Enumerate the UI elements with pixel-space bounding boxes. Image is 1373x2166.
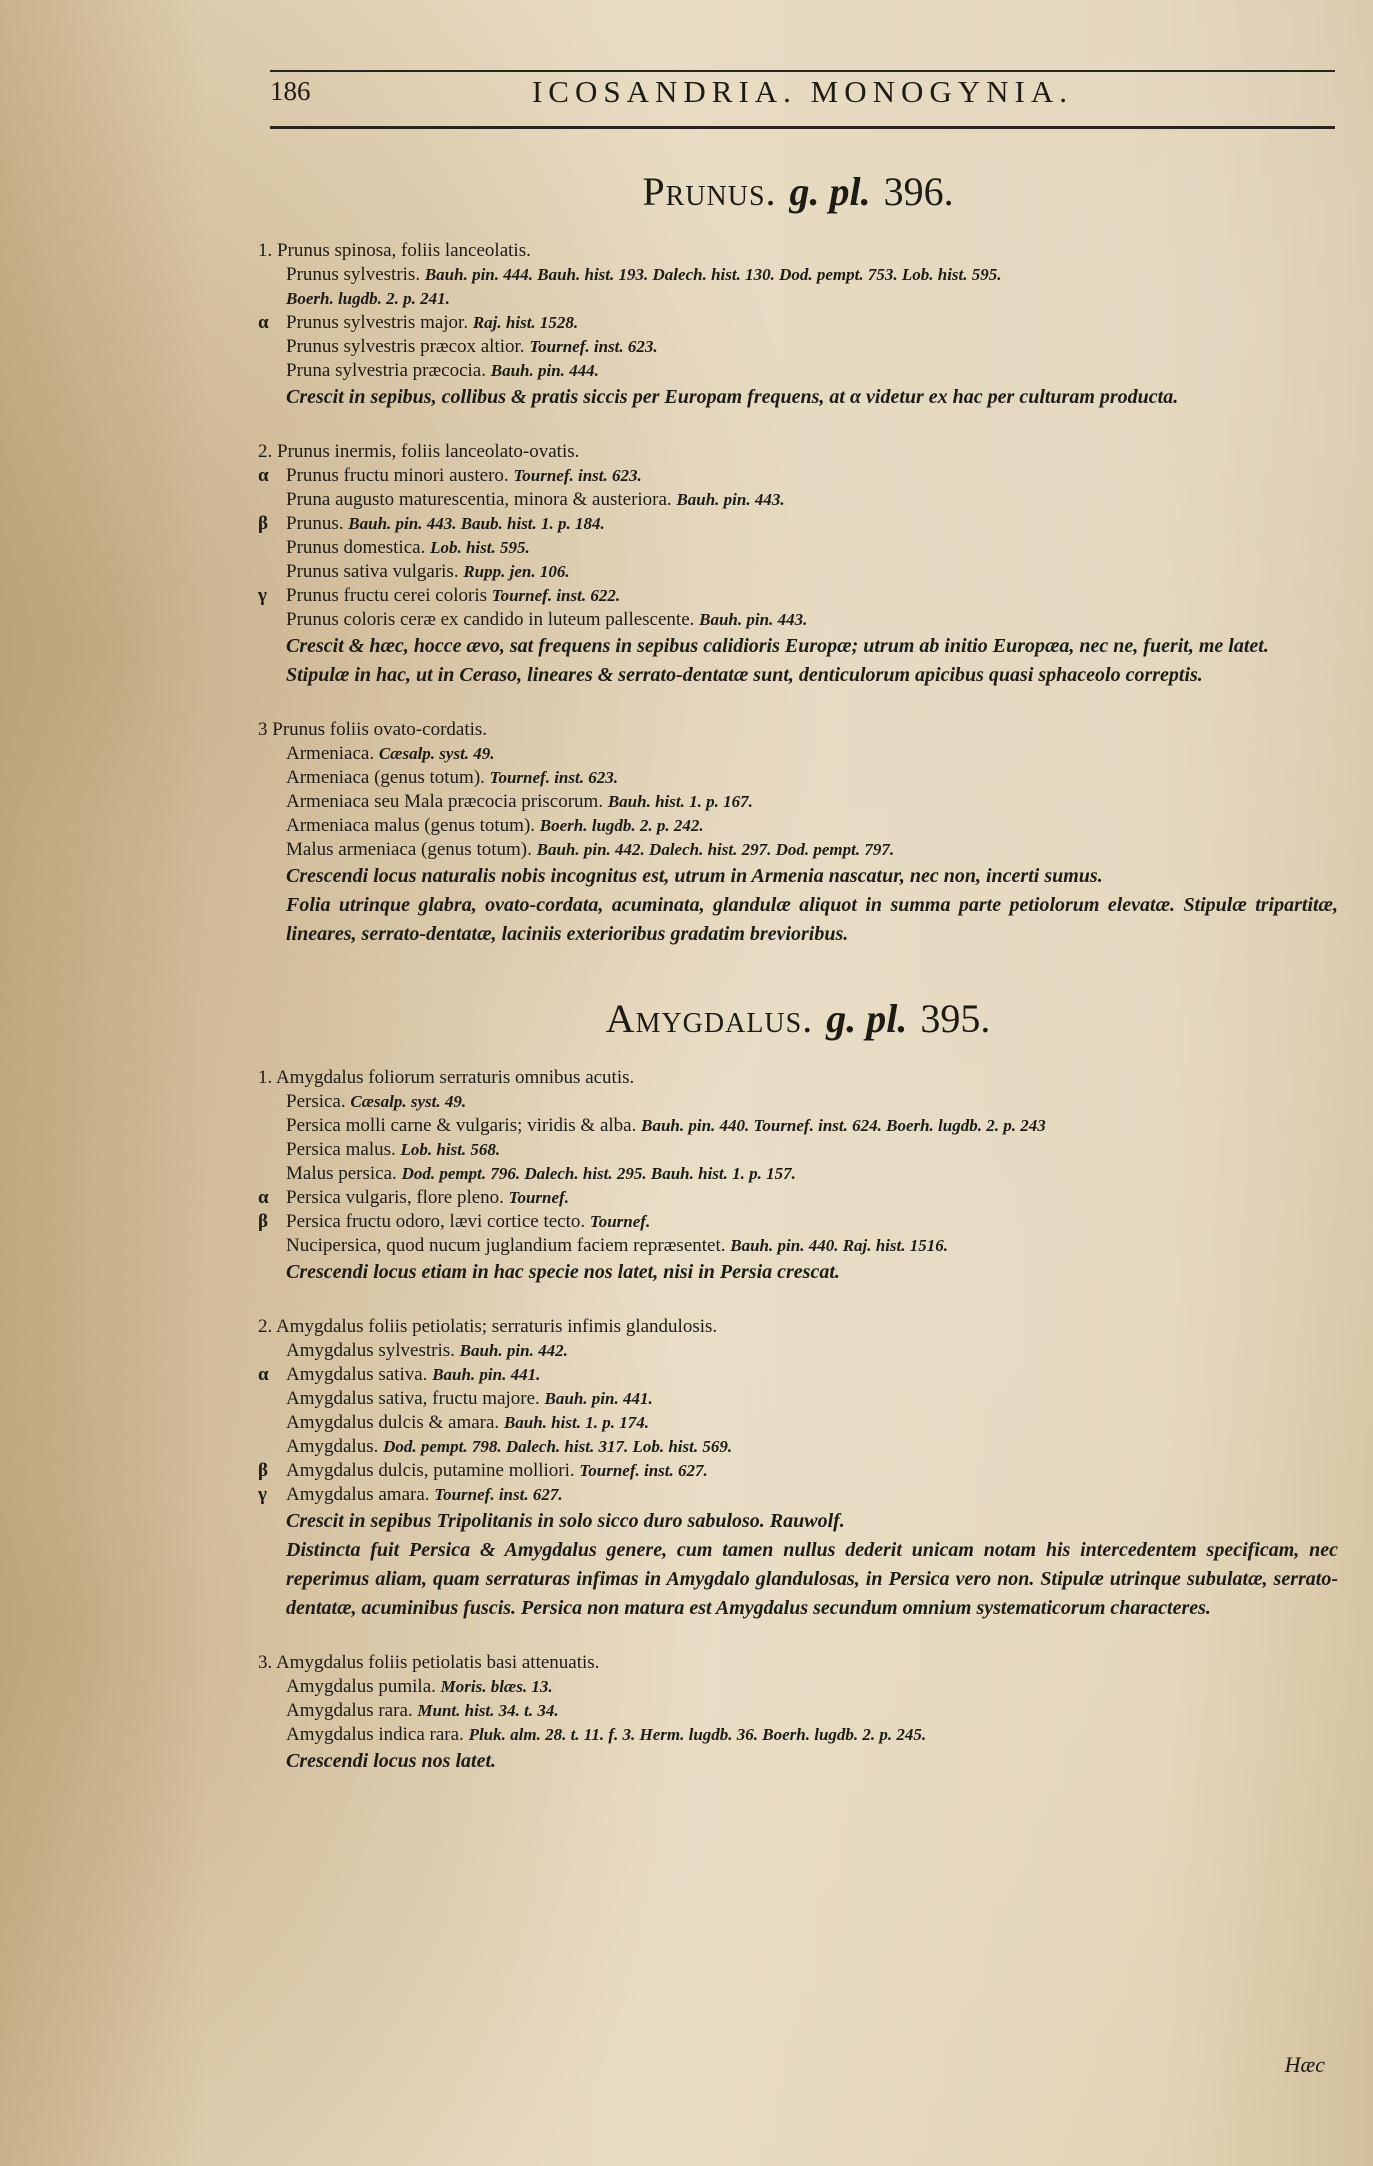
synonym-name: Nucipersica, quod nucum juglandium faciem repræsentet. bbox=[286, 1235, 731, 1256]
observation-text: Distincta fuit Persica & Amygdalus genere, cum tamen nullus dederit unicam notam his intercedentem specificam, nec reperimus aliam, quam serraturas infimas in Amygdalo glandulosas, in Persica vero non. Stipulæ utrinque subulatæ, serrato-dentatæ, acuminibus fuscis. Persica non matura est Amygdalus secundum omnium systematicorum characteres. bbox=[286, 1539, 1338, 1619]
synonym-name: Amygdalus sativa, fructu majore. bbox=[286, 1388, 545, 1409]
synonym-name: Malus armeniaca (genus totum). bbox=[286, 839, 537, 860]
literature-reference: Tournef. inst. 623. bbox=[489, 768, 618, 787]
literature-reference: Tournef. inst. 622. bbox=[491, 586, 621, 605]
literature-reference: Tournef. inst. 623. bbox=[513, 466, 642, 485]
literature-reference: Bauh. hist. 1. p. 174. bbox=[503, 1413, 649, 1432]
literature-reference: Dod. pempt. 796. Dalech. hist. 295. Bauh. hist. 1. p. 157. bbox=[401, 1164, 796, 1183]
synonym-name: Prunus sylvestris major. bbox=[286, 312, 473, 333]
synonym-line bbox=[258, 1162, 1338, 1186]
synonym-line bbox=[258, 1483, 1338, 1507]
synonym-line bbox=[258, 1435, 1338, 1459]
synonym-name: Amygdalus amara. bbox=[286, 1484, 435, 1505]
literature-reference: Rupp. jen. 106. bbox=[463, 562, 570, 581]
species-entry bbox=[258, 440, 1338, 690]
variety-marker: β bbox=[258, 1460, 269, 1481]
synonym-line bbox=[258, 560, 1338, 584]
literature-reference: Moris. blæs. 13. bbox=[440, 1677, 553, 1696]
synonym-name: Malus persica. bbox=[286, 1163, 402, 1184]
species-entry bbox=[258, 718, 1338, 949]
page-number: 186 bbox=[270, 76, 311, 106]
observation-text: Crescit in sepibus, collibus & pratis siccis per Europam frequens, at α videtur ex hac per culturam producta. bbox=[286, 386, 1179, 408]
literature-reference: Bauh. pin. 440. Raj. hist. 1516. bbox=[730, 1236, 949, 1255]
synonym-line bbox=[258, 838, 1338, 862]
synonym-name: Pruna sylvestria præcocia. bbox=[286, 360, 491, 381]
synonym-name: Prunus fructu minori austero. bbox=[286, 465, 514, 486]
synonym-line bbox=[258, 1675, 1338, 1699]
synonym-line bbox=[258, 608, 1338, 632]
synonym-name: Prunus fructu cerei coloris bbox=[286, 585, 492, 606]
literature-reference: Tournef. inst. 627. bbox=[579, 1461, 708, 1480]
observation-text: Crescit & hæc, hocce ævo, sat frequens in sepibus calidioris Europæ; utrum ab initio Europæa, nec ne, fuerit, me latet. bbox=[286, 635, 1269, 657]
synonym-name: Amygdalus sylvestris. bbox=[286, 1340, 460, 1361]
synonym-name: Armeniaca. bbox=[286, 743, 379, 764]
genus-heading bbox=[258, 995, 1338, 1042]
synonym-line bbox=[258, 1699, 1338, 1723]
species-diagnosis: 2. Amygdalus foliis petiolatis; serraturis infimis glandulosis. bbox=[258, 1316, 718, 1337]
synonym-line bbox=[258, 287, 1338, 311]
synonym-line bbox=[258, 1114, 1338, 1138]
synonym-line bbox=[258, 512, 1338, 536]
observation-text: Stipulæ in hac, ut in Cerasо, lineares & serrato-dentatæ sunt, denticulorum apicibus quasi sphaceolo correptis. bbox=[286, 664, 1203, 686]
literature-reference: Boerh. lugdb. 2. p. 241. bbox=[286, 289, 450, 308]
species-diagnosis: 3. Amygdalus foliis petiolatis basi attenuatis. bbox=[258, 1652, 600, 1673]
variety-marker: β bbox=[258, 1211, 269, 1232]
synonym-name: Amygdalus rara. bbox=[286, 1700, 418, 1721]
synonym-line bbox=[258, 1411, 1338, 1435]
synonym-line bbox=[258, 1234, 1338, 1258]
literature-reference: Pluk. alm. 28. t. 11. f. 3. Herm. lugdb. 36. Boerh. lugdb. 2. p. 245. bbox=[468, 1725, 927, 1744]
literature-reference: Bauh. hist. 1. p. 167. bbox=[607, 792, 753, 811]
species-entry bbox=[258, 1066, 1338, 1287]
synonym-name: Prunus sylvestris præcox altior. bbox=[286, 336, 530, 357]
header-rule-bottom bbox=[270, 126, 1335, 129]
variety-marker: α bbox=[258, 312, 269, 333]
observation-text: Folia utrinque glabra, ovato-cordata, acuminata, glandulæ aliquot in summa parte petiolorum elevatæ. Stipulæ tripartitæ, lineares, serrato-dentatæ, laciniis exterioribus gradatim brevioribus. bbox=[286, 894, 1338, 945]
literature-reference: Tournef. inst. 627. bbox=[434, 1485, 563, 1504]
genus-heading bbox=[258, 168, 1338, 215]
variety-marker: α bbox=[258, 1364, 269, 1385]
synonym-line bbox=[258, 1138, 1338, 1162]
running-head: ICOSANDRIA. MONOGYNIA. bbox=[531, 74, 1074, 109]
synonym-name: Prunus domestica. bbox=[286, 537, 431, 558]
synonym-name: Armeniaca (genus totum). bbox=[286, 767, 490, 788]
synonym-line bbox=[258, 311, 1338, 335]
synonym-line bbox=[258, 742, 1338, 766]
page-header bbox=[270, 68, 1335, 126]
synonym-line bbox=[258, 1186, 1338, 1210]
literature-reference: Bauh. pin. 442. Dalech. hist. 297. Dod. pempt. 797. bbox=[536, 840, 895, 859]
synonym-line bbox=[258, 488, 1338, 512]
literature-reference: Bauh. pin. 442. bbox=[459, 1341, 568, 1360]
genus-name: Prunus. bbox=[642, 169, 777, 214]
literature-reference: Raj. hist. 1528. bbox=[472, 313, 579, 332]
synonym-line bbox=[258, 464, 1338, 488]
synonym-name: Amygdalus pumila. bbox=[286, 1676, 441, 1697]
variety-marker: α bbox=[258, 1187, 269, 1208]
observation-text: Crescendi locus etiam in hac specie nos latet, nisi in Persia crescat. bbox=[286, 1261, 840, 1283]
literature-reference: Cæsalp. syst. 49. bbox=[350, 1092, 467, 1111]
literature-reference: Tournef. bbox=[508, 1188, 569, 1207]
literature-reference: Dod. pempt. 798. Dalech. hist. 317. Lob. hist. 569. bbox=[383, 1437, 733, 1456]
literature-reference: Lob. hist. 595. bbox=[430, 538, 530, 557]
synonym-line bbox=[258, 1363, 1338, 1387]
literature-reference: Lob. hist. 568. bbox=[400, 1140, 501, 1159]
species-diagnosis: 1. Prunus spinosa, foliis lanceolatis. bbox=[258, 240, 531, 261]
synonym-name: Pruna augusto maturescentia, minora & austeriora. bbox=[286, 489, 677, 510]
literature-reference: Munt. hist. 34. t. 34. bbox=[417, 1701, 559, 1720]
literature-reference: Bauh. pin. 443. bbox=[699, 610, 808, 629]
synonym-line bbox=[258, 263, 1338, 287]
synonym-name: Persica fructu odoro, lævi cortice tecto. bbox=[286, 1211, 590, 1232]
synonym-name: Persica vulgaris, flore pleno. bbox=[286, 1187, 509, 1208]
synonym-line bbox=[258, 1339, 1338, 1363]
species-entry bbox=[258, 239, 1338, 412]
synonym-name: Amygdalus dulcis & amara. bbox=[286, 1412, 504, 1433]
synonym-line bbox=[258, 536, 1338, 560]
synonym-line bbox=[258, 790, 1338, 814]
synonym-name: Amygdalus indica rara. bbox=[286, 1724, 469, 1745]
synonym-name: Persica. bbox=[286, 1091, 351, 1112]
catchword: Hæc bbox=[1284, 2052, 1325, 2077]
synonym-line bbox=[258, 359, 1338, 383]
observation-text: Crescendi locus nos latet. bbox=[286, 1750, 497, 1772]
genus-plantarum-ref: g. pl. bbox=[789, 169, 871, 214]
literature-reference: Bauh. pin. 440. Tournef. inst. 624. Boerh. lugdb. 2. p. 243 bbox=[641, 1116, 1046, 1135]
genus-name: Amygdalus. bbox=[605, 996, 814, 1041]
species-entry bbox=[258, 1651, 1338, 1776]
synonym-line bbox=[258, 584, 1338, 608]
synonym-name: Armeniaca seu Mala præcocia priscorum. bbox=[286, 791, 608, 812]
synonym-name: Persica malus. bbox=[286, 1139, 401, 1160]
synonym-line bbox=[258, 1723, 1338, 1747]
literature-reference: Boerh. lugdb. 2. p. 242. bbox=[539, 816, 704, 835]
literature-reference: Bauh. pin. 441. bbox=[432, 1365, 541, 1384]
synonym-name: Prunus. bbox=[286, 513, 349, 534]
genus-number: 395. bbox=[920, 996, 991, 1041]
synonym-name: Amygdalus sativa. bbox=[286, 1364, 433, 1385]
synonym-line bbox=[258, 1459, 1338, 1483]
synonym-line bbox=[258, 814, 1338, 838]
literature-reference: Bauh. pin. 444. bbox=[490, 361, 599, 380]
species-entry bbox=[258, 1315, 1338, 1623]
synonym-name: Persica molli carne & vulgaris; viridis & alba. bbox=[286, 1115, 642, 1136]
variety-marker: α bbox=[258, 465, 269, 486]
observation-text: Crescendi locus naturalis nobis incognitus est, utrum in Armenia nascatur, nec non, incerti sumus. bbox=[286, 865, 1103, 887]
synonym-line bbox=[258, 766, 1338, 790]
genus-number: 396. bbox=[883, 169, 954, 214]
species-diagnosis: 3 Prunus foliis ovato-cordatis. bbox=[258, 719, 488, 740]
synonym-line bbox=[258, 335, 1338, 359]
synonym-name: Prunus sativa vulgaris. bbox=[286, 561, 464, 582]
literature-reference: Bauh. pin. 443. Baub. hist. 1. p. 184. bbox=[348, 514, 605, 533]
synonym-line bbox=[258, 1210, 1338, 1234]
variety-marker: γ bbox=[258, 585, 267, 606]
synonym-name: Armeniaca malus (genus totum). bbox=[286, 815, 540, 836]
literature-reference: Tournef. bbox=[589, 1212, 651, 1231]
observation-text: Crescit in sepibus Tripolitanis in solo sicco duro sabuloso. Rauwolf. bbox=[286, 1510, 845, 1532]
genus-plantarum-ref: g. pl. bbox=[826, 996, 908, 1041]
species-diagnosis: 2. Prunus inermis, foliis lanceolato-ovatis. bbox=[258, 441, 580, 462]
species-diagnosis: 1. Amygdalus foliorum serraturis omnibus acutis. bbox=[258, 1067, 635, 1088]
synonym-name: Prunus sylvestris. bbox=[286, 264, 425, 285]
synonym-name: Amygdalus dulcis, putamine molliori. bbox=[286, 1460, 580, 1481]
literature-reference: Bauh. pin. 441. bbox=[544, 1389, 653, 1408]
synonym-name: Prunus coloris ceræ ex candido in luteum pallescente. bbox=[286, 609, 700, 630]
literature-reference: Tournef. inst. 623. bbox=[529, 337, 658, 356]
variety-marker: γ bbox=[258, 1484, 267, 1505]
synonym-name: Amygdalus. bbox=[286, 1436, 384, 1457]
literature-reference: Bauh. pin. 443. bbox=[676, 490, 785, 509]
literature-reference: Bauh. pin. 444. Bauh. hist. 193. Dalech. hist. 130. Dod. pempt. 753. Lob. hist. 595. bbox=[424, 265, 1002, 284]
variety-marker: β bbox=[258, 513, 269, 534]
synonym-line bbox=[258, 1090, 1338, 1114]
synonym-line bbox=[258, 1387, 1338, 1411]
literature-reference: Cæsalp. syst. 49. bbox=[378, 744, 495, 763]
page-content bbox=[258, 168, 1338, 1804]
